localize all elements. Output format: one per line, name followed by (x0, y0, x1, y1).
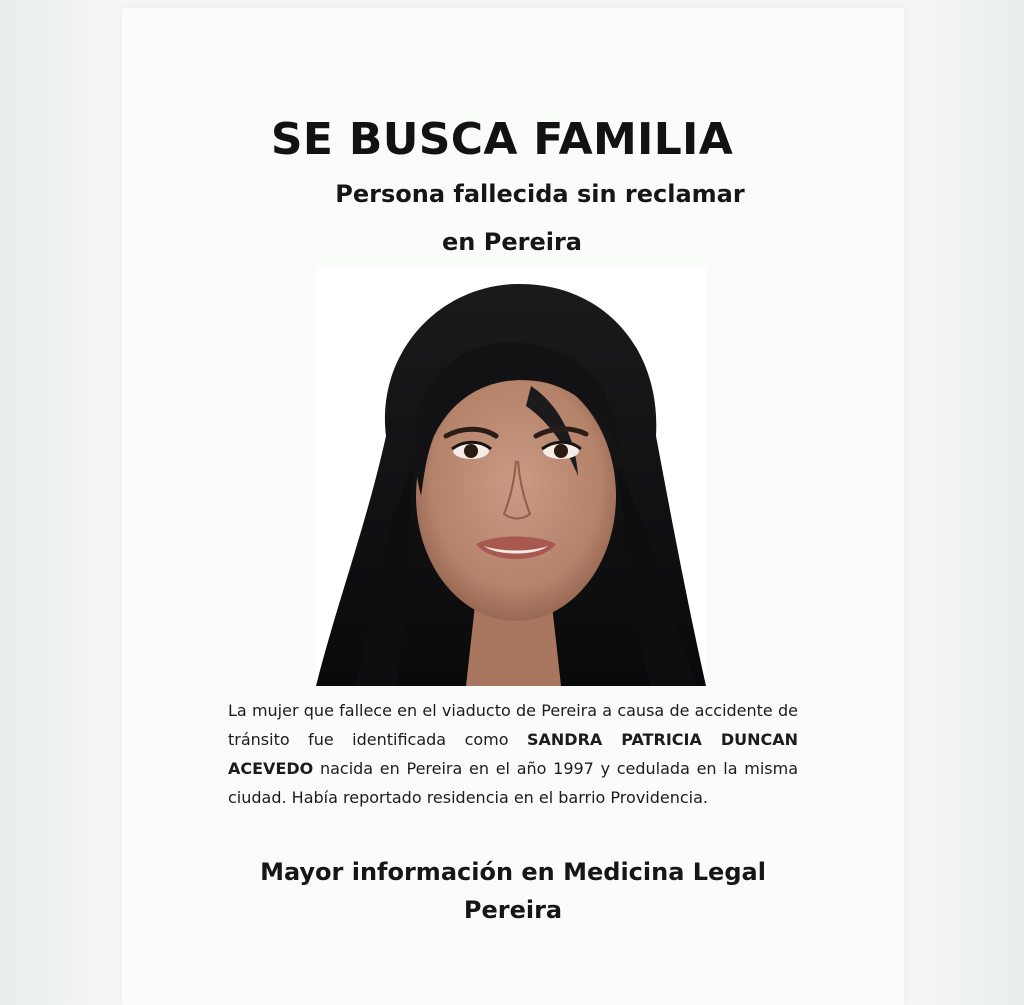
portrait-photo (316, 266, 706, 686)
deceased-name: SANDRA PATRICIA DUNCAN ACEVEDO (228, 730, 799, 778)
poster-description (228, 696, 798, 812)
poster-page (122, 8, 904, 1005)
poster-title: SE BUSCA FAMILIA (270, 114, 734, 165)
description-part2: nacida en Pereira en el año 1997 y cedulada en la misma ciudad. Había reportado residencia en el barrio Providencia. (228, 759, 798, 807)
footer-line2: Pereira (463, 896, 563, 924)
poster-subtitle-line2: en Pereira (442, 228, 582, 256)
portrait-illustration (316, 266, 706, 686)
description-part1: La mujer que fallece en el viaducto de Pereira a causa de accidente de tránsito fue identificada como (228, 701, 798, 749)
footer-line1: Mayor información en Medicina Legal (260, 858, 766, 886)
poster-subtitle-line1: Persona fallecida sin reclamar (335, 180, 745, 208)
